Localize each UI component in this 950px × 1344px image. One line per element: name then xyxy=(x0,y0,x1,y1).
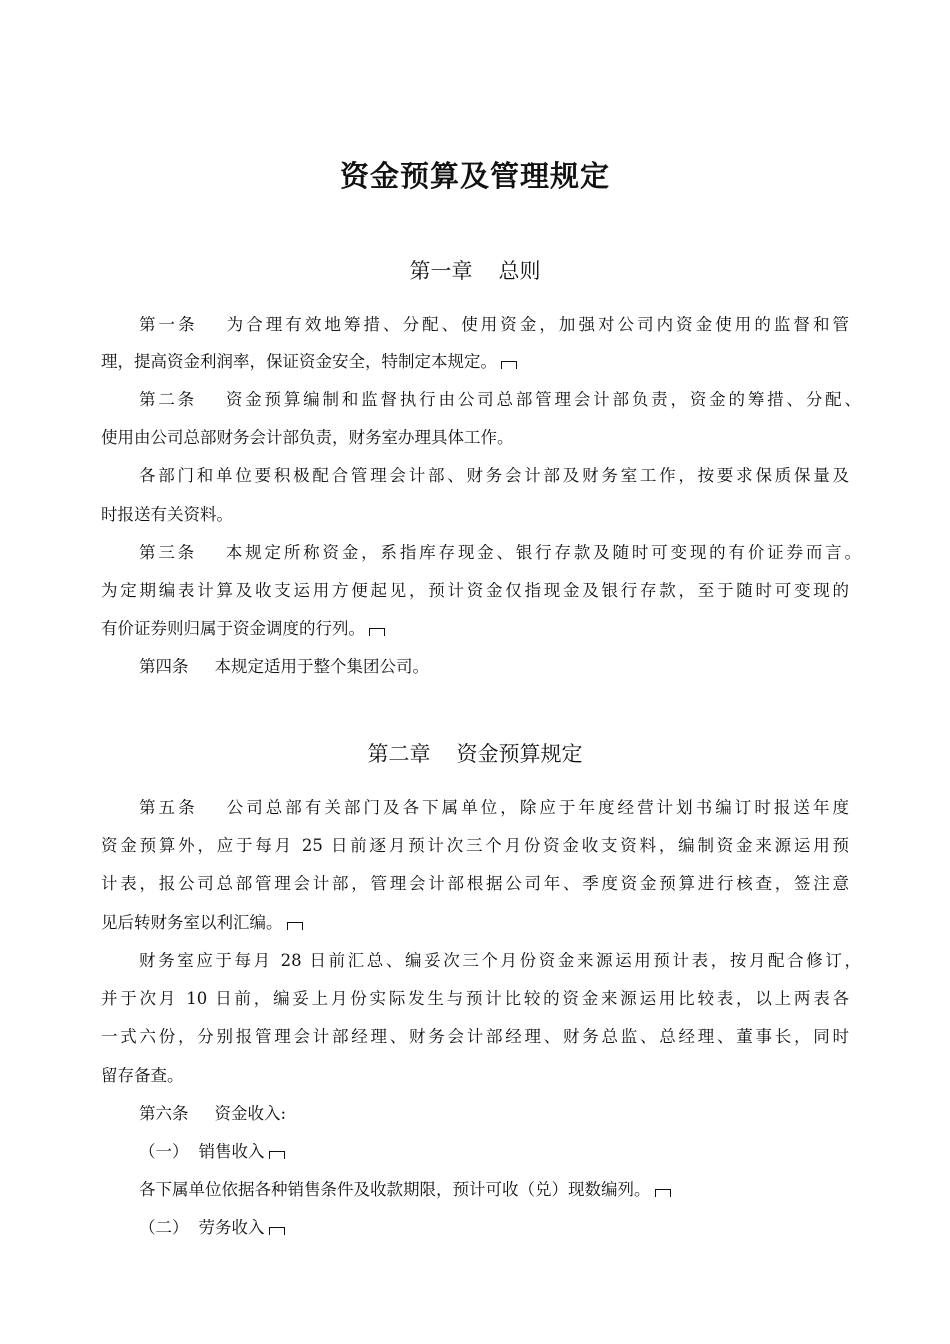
section-1-heading: （一） 销售收入 xyxy=(139,1140,285,1164)
article-1-line-2: 理，提高资金利润率，保证资金安全，特制定本规定。 xyxy=(101,350,517,374)
paragraph-mark-icon xyxy=(269,1227,285,1235)
article-5-line-4: 见后转财务室以利汇编。 xyxy=(101,911,303,935)
chapter-name: 总则 xyxy=(498,259,541,283)
article-label: 第六条 xyxy=(139,1104,189,1123)
article-1-line-1: 第一条 为合理有效地筹措、分配、使用资金，加强对公司内资金使用的监督和管 xyxy=(139,315,850,334)
paragraph-mark-icon xyxy=(369,628,385,636)
article-label: 第三条 xyxy=(139,543,197,562)
article-5-para-2-line-1: 财务室应于每月 28 日前汇总、编妥次三个月份资金来源运用预计表，按月配合修订， xyxy=(139,951,861,970)
article-5-line-1: 第五条 公司总部有关部门及各下属单位，除应于年度经营计划书编订时报送年度 xyxy=(139,798,850,817)
article-6-line-1: 第六条 资金收入: xyxy=(139,1104,287,1123)
article-label: 第一条 xyxy=(139,315,198,334)
chapter-number: 第二章 xyxy=(367,742,431,766)
article-2-para-2-line-1: 各部门和单位要积极配合管理会计部、财务会计部及财务室工作，按要求保质保量及 xyxy=(139,466,849,485)
article-5-para-2-line-3: 一式六份，分别报管理会计部经理、财务会计部经理、财务总监、总经理、董事长，同时 xyxy=(101,1027,849,1046)
article-2-line-2: 使用由公司总部财务会计部负责，财务室办理具体工作。 xyxy=(101,428,514,447)
article-3-line-2: 为定期编表计算及收支运用方便起见，预计资金仅指现金及银行存款，至于随时可变现的 xyxy=(101,581,849,600)
article-label: 第五条 xyxy=(139,798,198,817)
section-2-heading: （二） 劳务收入 xyxy=(139,1216,285,1240)
paragraph-mark-icon xyxy=(269,1151,285,1159)
article-3-line-1: 第三条 本规定所称资金，系指库存现金、银行存款及随时可变现的有价证券而言。 xyxy=(139,543,861,562)
chapter-1-heading xyxy=(0,256,950,286)
chapter-number: 第一章 xyxy=(409,259,473,283)
article-2-line-1: 第二条 资金预算编制和监督执行由公司总部管理会计部负责，资金的筹措、分配、 xyxy=(139,390,861,409)
section-number: （一） xyxy=(139,1142,189,1161)
article-2-para-2-line-2: 时报送有关资料。 xyxy=(101,505,233,524)
article-5-para-2-line-2: 并于次月 10 日前，编妥上月份实际发生与预计比较的资金来源运用比较表，以上两表各 xyxy=(101,989,849,1008)
article-label: 第四条 xyxy=(139,657,189,676)
paragraph-mark-icon xyxy=(655,1189,671,1197)
chapter-2-heading xyxy=(0,739,950,769)
section-1-paragraph: 各下属单位依据各种销售条件及收款期限，预计可收（兑）现数编列。 xyxy=(139,1178,671,1202)
paragraph-mark-icon xyxy=(287,922,303,930)
paragraph-mark-icon xyxy=(501,361,517,369)
article-3-line-3: 有价证券则归属于资金调度的行列。 xyxy=(101,617,385,641)
section-number: （二） xyxy=(139,1218,189,1237)
document-title: 资金预算及管理规定 xyxy=(339,159,610,193)
article-label: 第二条 xyxy=(139,390,197,409)
article-5-line-3: 计表，报公司总部管理会计部，管理会计部根据公司年、季度资金预算进行核查，签注意 xyxy=(101,874,849,893)
article-5-para-2-line-4: 留存备查。 xyxy=(101,1066,184,1085)
article-4-line-1: 第四条 本规定适用于整个集团公司。 xyxy=(139,657,429,676)
article-5-line-2: 资金预算外，应于每月 25 日前逐月预计次三个月份资金收支资料，编制资金来源运用预 xyxy=(101,836,849,855)
chapter-name: 资金预算规定 xyxy=(456,742,583,766)
